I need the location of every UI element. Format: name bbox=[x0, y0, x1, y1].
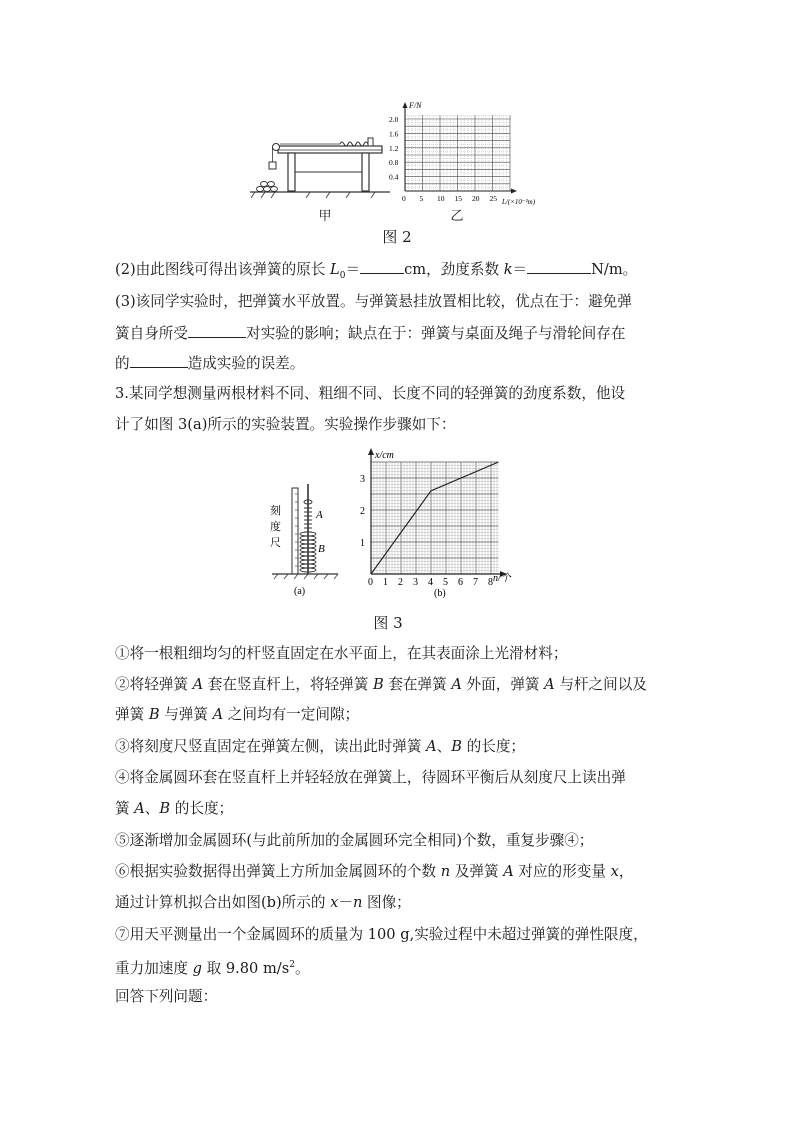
step-1: ①将一根粗细均匀的杆竖直固定在水平面上，在其表面涂上光滑材料； bbox=[115, 645, 568, 662]
figure2-left-label: 甲 bbox=[318, 209, 332, 224]
chart-x-tick: 3 bbox=[413, 577, 418, 588]
chart-x-tick: 5 bbox=[443, 577, 448, 588]
spring-a-label: A bbox=[316, 509, 323, 521]
question-3-line1: (3)该同学实验时，把弹簧水平放置。与弹簧悬挂放置相比较，优点在于：避免弹 bbox=[115, 293, 632, 310]
chart-y-label: x/cm bbox=[375, 450, 394, 461]
step-4-line2: 簧 A、B 的长度； bbox=[115, 800, 234, 817]
spring-b-label: B bbox=[318, 543, 325, 555]
blank-advantage[interactable] bbox=[188, 323, 246, 338]
question-3-line2: 簧自身所受 对实验的影响；缺点在于：弹簧与桌面及绳子与滑轮间存在 bbox=[115, 325, 626, 342]
graph-y-tick: 1.2 bbox=[389, 143, 399, 153]
ruler-label-3: 尺 bbox=[270, 537, 281, 549]
chart-x-tick: 7 bbox=[473, 577, 478, 588]
figure2-right-label: 乙 bbox=[450, 209, 464, 224]
step-4-line1: ④将金属圆环套在竖直杆上并轻轻放在弹簧上，待圆环平衡后从刻度尺上读出弹 bbox=[115, 769, 626, 786]
step-2-line2: 弹簧 B 与弹簧 A 之间均有一定间隙； bbox=[115, 706, 360, 723]
step-6-line2: 通过计算机拟合出如图(b)所示的 x－n 图像； bbox=[115, 894, 411, 911]
graph-y-tick: 2.0 bbox=[389, 115, 399, 124]
step-3: ③将刻度尺竖直固定在弹簧左侧，读出此时弹簧 A、B 的长度； bbox=[115, 738, 526, 755]
chart-x-tick: 6 bbox=[458, 577, 463, 588]
problem-3-line1: 3.某同学想测量两根材料不同、粗细不同、长度不同的轻弹簧的劲度系数，他设 bbox=[115, 385, 626, 402]
graph-x-tick: 25 bbox=[489, 194, 497, 203]
chart-series-line bbox=[371, 462, 499, 574]
chart-y-tick: 2 bbox=[360, 506, 365, 517]
figure3-caption: 图 3 bbox=[373, 614, 403, 632]
chart-x-tick: 0 bbox=[368, 577, 373, 588]
figure3b-label: (b) bbox=[434, 588, 446, 599]
question-2: (2)由此图线可得出该弹簧的原长 $L_0=$ cm，劲度系数 k＝ N/m。 bbox=[115, 261, 638, 281]
chart-x-tick: 2 bbox=[398, 577, 403, 588]
blank-original-length[interactable] bbox=[360, 259, 404, 274]
graph-x-tick: 20 bbox=[472, 194, 480, 203]
step-5: ⑤逐渐增加金属圆环(与此前所加的金属圆环完全相同)个数，重复步骤④； bbox=[115, 832, 594, 849]
graph-x-tick: 10 bbox=[437, 194, 445, 203]
blank-stiffness[interactable] bbox=[527, 259, 591, 274]
chart-x-tick: 8 bbox=[488, 577, 493, 588]
chart-y-tick: 1 bbox=[360, 538, 365, 549]
graph-x-tick: 5 bbox=[419, 194, 424, 203]
figure3a-apparatus bbox=[270, 478, 340, 598]
chart-x-tick: 1 bbox=[383, 577, 388, 588]
blank-disadvantage[interactable] bbox=[130, 353, 188, 368]
chart-x-label: n/个 bbox=[493, 573, 511, 584]
question-3-line3: 的 造成实验的误差。 bbox=[115, 355, 305, 372]
ruler-label-1: 刻 bbox=[270, 505, 281, 517]
figure3a-label: (a) bbox=[294, 586, 306, 597]
figure3b-chart bbox=[355, 448, 535, 600]
figure2-caption: 图 2 bbox=[382, 228, 412, 246]
graph-y-tick: 0.4 bbox=[389, 172, 399, 182]
step-7-line2: 重力加速度 g 取 9.80 $m/s^2$。 bbox=[115, 959, 310, 977]
figure2-apparatus bbox=[250, 100, 390, 205]
step-2-line1: ②将轻弹簧 A 套在竖直杆上，将轻弹簧 B 套在弹簧 A 外面，弹簧 A 与杆之间以及 bbox=[115, 676, 647, 693]
graph-y-tick: 0.8 bbox=[389, 158, 399, 168]
graph-y-tick: 1.6 bbox=[389, 129, 399, 139]
graph-x-tick: 15 bbox=[454, 194, 462, 203]
figure2-graph-x-label: L/(×10⁻²m) bbox=[502, 198, 536, 206]
figure2-graph bbox=[385, 100, 555, 212]
problem-3-line2: 计了如图 3(a)所示的实验装置。实验操作步骤如下： bbox=[115, 416, 456, 433]
step-6-line1: ⑥根据实验数据得出弹簧上方所加金属圆环的个数 n 及弹簧 A 对应的形变量 x， bbox=[115, 863, 634, 880]
answer-prompt: 回答下列问题： bbox=[115, 988, 218, 1005]
chart-x-tick: 4 bbox=[428, 577, 433, 588]
ruler-label-2: 度 bbox=[270, 521, 281, 533]
graph-x-tick: 0 bbox=[402, 194, 406, 203]
step-7-line1: ⑦用天平测量出一个金属圆环的质量为 100 g,实验过程中未超过弹簧的弹性限度， bbox=[115, 926, 648, 943]
chart-y-tick: 3 bbox=[360, 474, 365, 485]
figure2-graph-y-label: F/N bbox=[409, 101, 422, 110]
